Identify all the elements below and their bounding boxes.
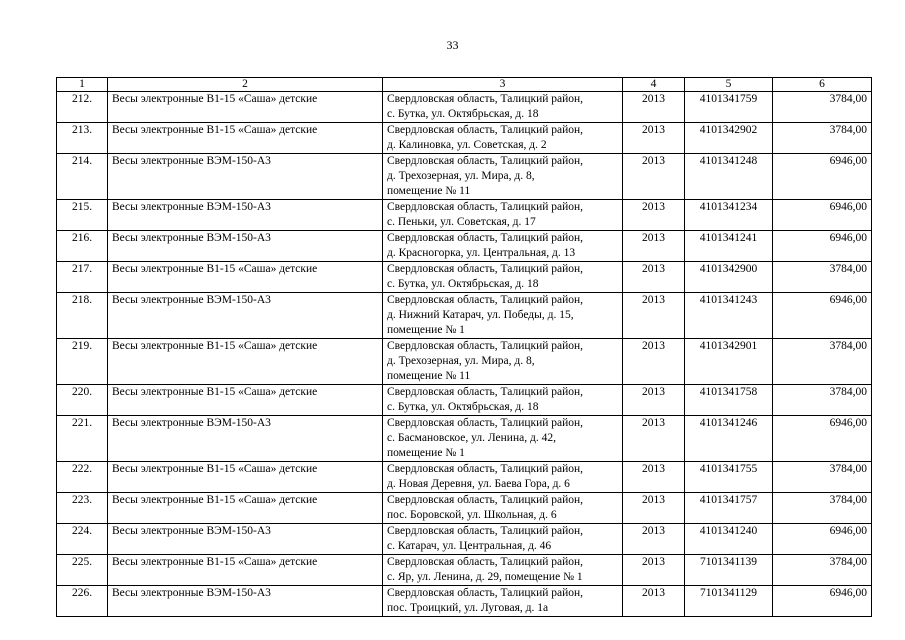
address-line: с. Бутка, ул. Октябрьская, д. 18 bbox=[387, 278, 539, 290]
table-row bbox=[57, 385, 872, 416]
address-line: Свердловская область, Талицкий район, bbox=[387, 556, 584, 568]
item-value: 6946,00 bbox=[773, 231, 872, 262]
row-number: 221. bbox=[57, 416, 108, 462]
item-name: Весы электронные ВЭМ-150-А3 bbox=[108, 231, 383, 262]
row-number: 224. bbox=[57, 524, 108, 555]
inventory-code: 4101341758 bbox=[685, 385, 773, 416]
address-line: д. Красногорка, ул. Центральная, д. 13 bbox=[387, 247, 576, 259]
inventory-code: 4101341234 bbox=[685, 200, 773, 231]
address-line: с. Бутка, ул. Октябрьская, д. 18 bbox=[387, 401, 539, 413]
item-address bbox=[383, 555, 623, 586]
table-row bbox=[57, 462, 872, 493]
table-row bbox=[57, 524, 872, 555]
item-value: 6946,00 bbox=[773, 586, 872, 617]
table-row bbox=[57, 123, 872, 154]
item-address bbox=[383, 92, 623, 123]
address-line: помещение № 11 bbox=[387, 370, 471, 382]
row-number: 215. bbox=[57, 200, 108, 231]
item-year: 2013 bbox=[623, 262, 685, 293]
item-value: 6946,00 bbox=[773, 416, 872, 462]
address-line: помещение № 11 bbox=[387, 185, 471, 197]
header-row bbox=[57, 78, 872, 92]
item-value: 3784,00 bbox=[773, 462, 872, 493]
item-year: 2013 bbox=[623, 339, 685, 385]
row-number: 219. bbox=[57, 339, 108, 385]
item-value: 3784,00 bbox=[773, 123, 872, 154]
address-line: д. Нижний Катарач, ул. Победы, д. 15, bbox=[387, 309, 574, 321]
item-address bbox=[383, 123, 623, 154]
inventory-code: 4101341759 bbox=[685, 92, 773, 123]
address-line: помещение № 1 bbox=[387, 324, 465, 336]
address-line: Свердловская область, Талицкий район, bbox=[387, 201, 584, 213]
inventory-code: 4101341755 bbox=[685, 462, 773, 493]
item-address bbox=[383, 524, 623, 555]
address-line: д. Новая Деревня, ул. Баева Гора, д. 6 bbox=[387, 478, 570, 490]
column-header-4: 4 bbox=[623, 78, 685, 92]
item-value: 6946,00 bbox=[773, 200, 872, 231]
address-line: Свердловская область, Талицкий район, bbox=[387, 232, 584, 244]
row-number: 213. bbox=[57, 123, 108, 154]
row-number: 226. bbox=[57, 586, 108, 617]
address-line: Свердловская область, Талицкий район, bbox=[387, 525, 584, 537]
inventory-code: 4101341757 bbox=[685, 493, 773, 524]
item-value: 6946,00 bbox=[773, 524, 872, 555]
address-line: с. Басмановское, ул. Ленина, д. 42, bbox=[387, 432, 556, 444]
address-line: с. Бутка, ул. Октябрьская, д. 18 bbox=[387, 108, 539, 120]
address-line: помещение № 1 bbox=[387, 447, 465, 459]
address-line: Свердловская область, Талицкий район, bbox=[387, 417, 584, 429]
item-value: 3784,00 bbox=[773, 262, 872, 293]
row-number: 223. bbox=[57, 493, 108, 524]
item-value: 3784,00 bbox=[773, 92, 872, 123]
address-line: с. Пеньки, ул. Советская, д. 17 bbox=[387, 216, 536, 228]
address-line: Свердловская область, Талицкий район, bbox=[387, 93, 584, 105]
table-row bbox=[57, 416, 872, 462]
inventory-code: 4101341240 bbox=[685, 524, 773, 555]
item-year: 2013 bbox=[623, 231, 685, 262]
item-year: 2013 bbox=[623, 524, 685, 555]
row-number: 214. bbox=[57, 154, 108, 200]
item-name: Весы электронные В1-15 «Саша» детские bbox=[108, 92, 383, 123]
item-year: 2013 bbox=[623, 493, 685, 524]
address-line: Свердловская область, Талицкий район, bbox=[387, 587, 584, 599]
item-address bbox=[383, 586, 623, 617]
inventory-code: 7101341139 bbox=[685, 555, 773, 586]
row-number: 222. bbox=[57, 462, 108, 493]
item-name: Весы электронные В1-15 «Саша» детские bbox=[108, 555, 383, 586]
inventory-code: 4101341246 bbox=[685, 416, 773, 462]
address-line: пос. Троицкий, ул. Луговая, д. 1а bbox=[387, 602, 549, 614]
address-line: д. Трехозерная, ул. Мира, д. 8, bbox=[387, 170, 535, 182]
item-name: Весы электронные В1-15 «Саша» детские bbox=[108, 339, 383, 385]
item-year: 2013 bbox=[623, 555, 685, 586]
inventory-code: 4101342901 bbox=[685, 339, 773, 385]
item-value: 6946,00 bbox=[773, 154, 872, 200]
row-number: 220. bbox=[57, 385, 108, 416]
item-name: Весы электронные ВЭМ-150-А3 bbox=[108, 586, 383, 617]
address-line: Свердловская область, Талицкий район, bbox=[387, 124, 584, 136]
item-year: 2013 bbox=[623, 462, 685, 493]
row-number: 217. bbox=[57, 262, 108, 293]
item-value: 6946,00 bbox=[773, 293, 872, 339]
table-row bbox=[57, 555, 872, 586]
item-name: Весы электронные ВЭМ-150-А3 bbox=[108, 524, 383, 555]
item-address bbox=[383, 154, 623, 200]
column-header-2: 2 bbox=[108, 78, 383, 92]
item-name: Весы электронные В1-15 «Саша» детские bbox=[108, 262, 383, 293]
inventory-code: 4101341243 bbox=[685, 293, 773, 339]
item-name: Весы электронные ВЭМ-150-А3 bbox=[108, 200, 383, 231]
item-year: 2013 bbox=[623, 385, 685, 416]
column-header-1: 1 bbox=[57, 78, 108, 92]
item-name: Весы электронные ВЭМ-150-А3 bbox=[108, 293, 383, 339]
table-row bbox=[57, 339, 872, 385]
table-row bbox=[57, 92, 872, 123]
item-address bbox=[383, 416, 623, 462]
table-row bbox=[57, 586, 872, 617]
item-year: 2013 bbox=[623, 200, 685, 231]
item-name: Весы электронные В1-15 «Саша» детские bbox=[108, 123, 383, 154]
item-address bbox=[383, 493, 623, 524]
address-line: Свердловская область, Талицкий район, bbox=[387, 340, 584, 352]
inventory-code: 4101342900 bbox=[685, 262, 773, 293]
inventory-table bbox=[56, 77, 872, 617]
item-address bbox=[383, 462, 623, 493]
item-address bbox=[383, 339, 623, 385]
column-header-3: 3 bbox=[383, 78, 623, 92]
address-line: Свердловская область, Талицкий район, bbox=[387, 263, 584, 275]
item-year: 2013 bbox=[623, 92, 685, 123]
item-year: 2013 bbox=[623, 154, 685, 200]
address-line: д. Трехозерная, ул. Мира, д. 8, bbox=[387, 355, 535, 367]
address-line: Свердловская область, Талицкий район, bbox=[387, 294, 584, 306]
item-year: 2013 bbox=[623, 293, 685, 339]
column-header-6: 6 bbox=[773, 78, 872, 92]
address-line: Свердловская область, Талицкий район, bbox=[387, 386, 584, 398]
address-line: д. Калиновка, ул. Советская, д. 2 bbox=[387, 139, 547, 151]
row-number: 218. bbox=[57, 293, 108, 339]
item-name: Весы электронные В1-15 «Саша» детские bbox=[108, 385, 383, 416]
item-address bbox=[383, 385, 623, 416]
inventory-code: 4101341248 bbox=[685, 154, 773, 200]
item-value: 3784,00 bbox=[773, 493, 872, 524]
table-row bbox=[57, 200, 872, 231]
row-number: 225. bbox=[57, 555, 108, 586]
item-name: Весы электронные В1-15 «Саша» детские bbox=[108, 493, 383, 524]
item-year: 2013 bbox=[623, 586, 685, 617]
item-address bbox=[383, 231, 623, 262]
inventory-code: 4101341241 bbox=[685, 231, 773, 262]
inventory-code: 4101342902 bbox=[685, 123, 773, 154]
item-name: Весы электронные ВЭМ-150-А3 bbox=[108, 154, 383, 200]
item-address bbox=[383, 262, 623, 293]
item-year: 2013 bbox=[623, 123, 685, 154]
item-value: 3784,00 bbox=[773, 339, 872, 385]
table-row bbox=[57, 493, 872, 524]
address-line: с. Катарач, ул. Центральная, д. 46 bbox=[387, 540, 552, 552]
item-name: Весы электронные ВЭМ-150-А3 bbox=[108, 416, 383, 462]
table-row bbox=[57, 262, 872, 293]
item-address bbox=[383, 200, 623, 231]
row-number: 216. bbox=[57, 231, 108, 262]
item-value: 3784,00 bbox=[773, 555, 872, 586]
table-row bbox=[57, 154, 872, 200]
row-number: 212. bbox=[57, 92, 108, 123]
address-line: Свердловская область, Талицкий район, bbox=[387, 155, 584, 167]
page-number: 33 bbox=[446, 38, 459, 52]
address-line: Свердловская область, Талицкий район, bbox=[387, 463, 584, 475]
address-line: с. Яр, ул. Ленина, д. 29, помещение № 1 bbox=[387, 571, 583, 583]
column-header-5: 5 bbox=[685, 78, 773, 92]
table-row bbox=[57, 293, 872, 339]
address-line: пос. Боровской, ул. Школьная, д. 6 bbox=[387, 509, 557, 521]
address-line: Свердловская область, Талицкий район, bbox=[387, 494, 584, 506]
inventory-code: 7101341129 bbox=[685, 586, 773, 617]
item-year: 2013 bbox=[623, 416, 685, 462]
item-name: Весы электронные В1-15 «Саша» детские bbox=[108, 462, 383, 493]
item-address bbox=[383, 293, 623, 339]
table-row bbox=[57, 231, 872, 262]
item-value: 3784,00 bbox=[773, 385, 872, 416]
